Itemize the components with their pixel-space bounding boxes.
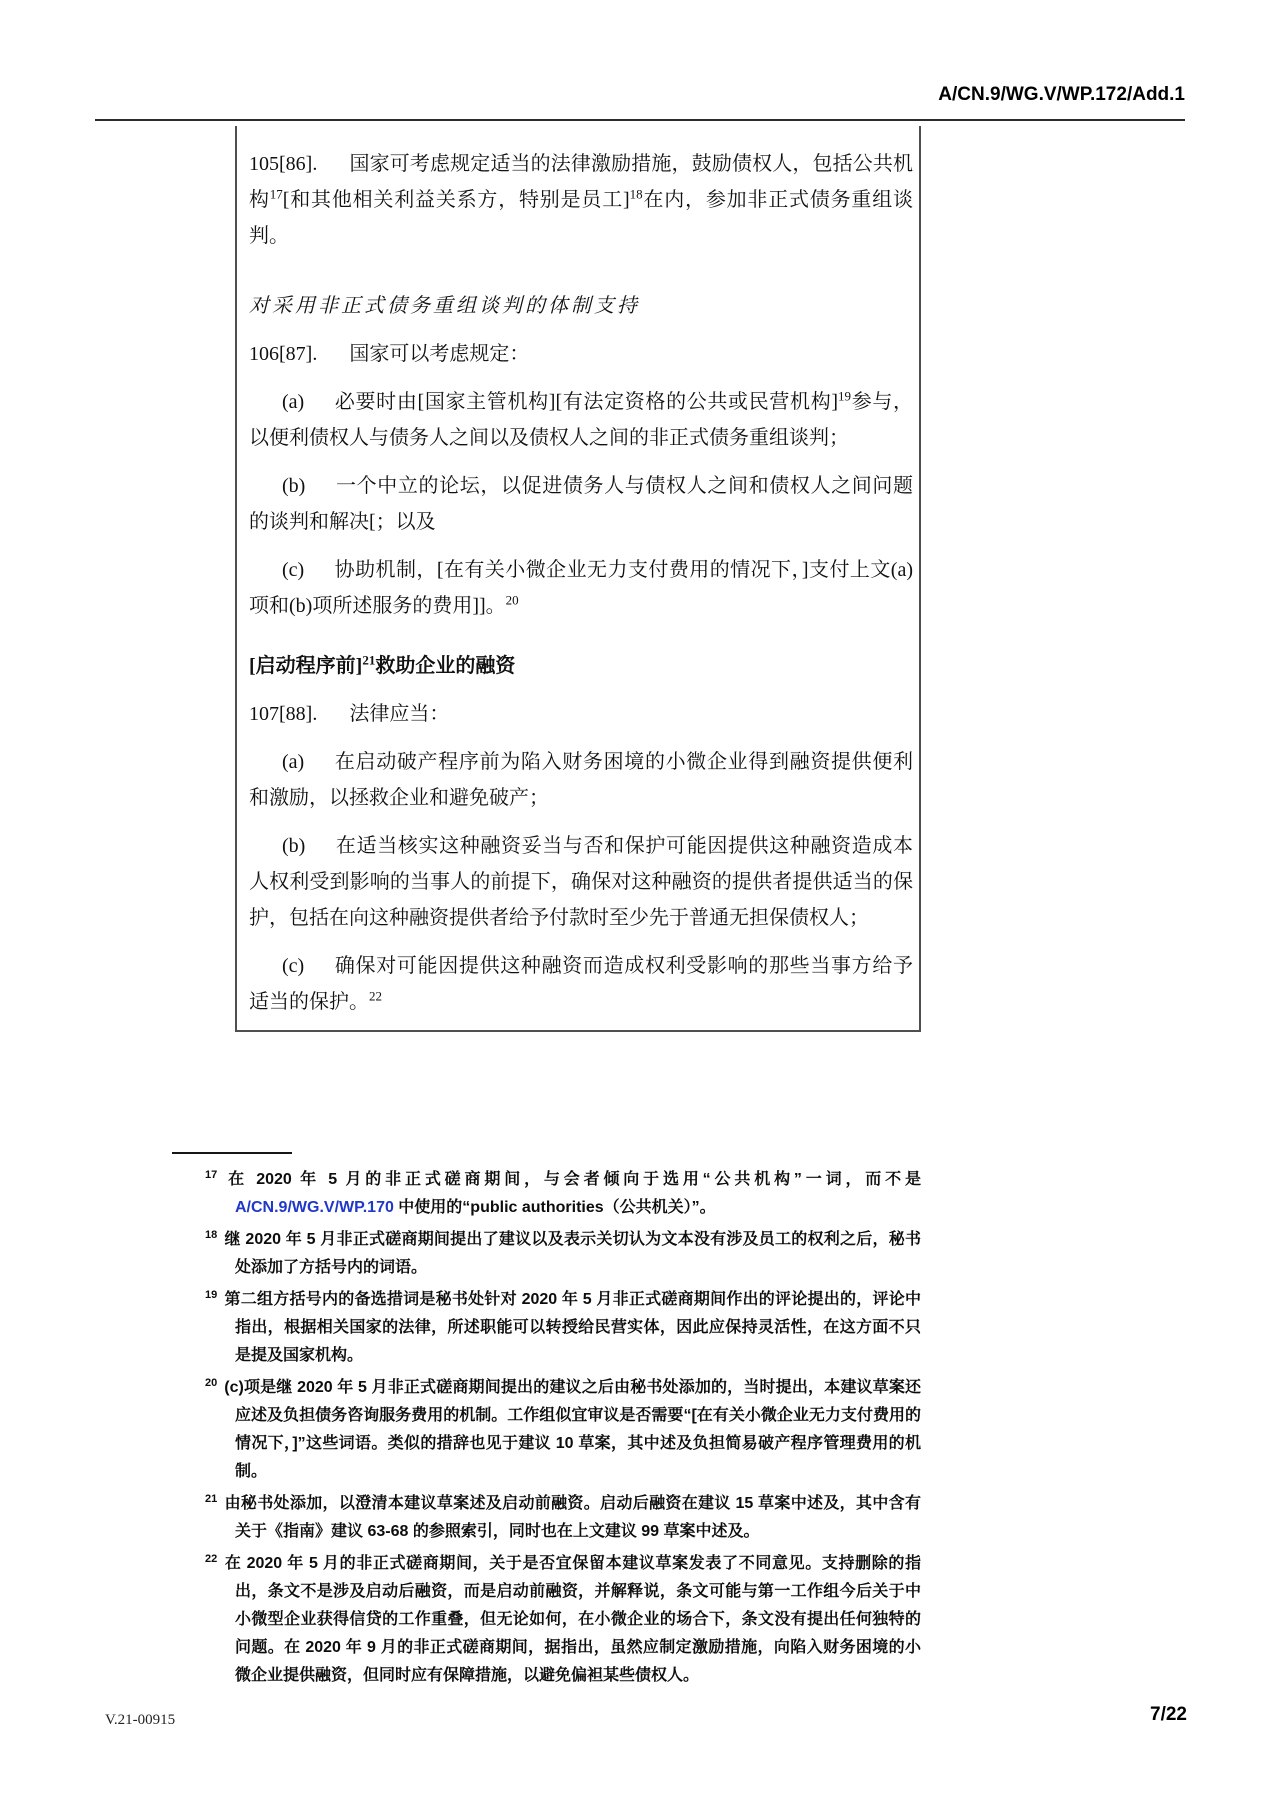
footnote-number: 18 bbox=[205, 1228, 218, 1241]
footnotes-section bbox=[205, 1166, 921, 1694]
item-106a bbox=[249, 384, 913, 456]
footnote-text: 中使用的“public authorities（公共机关）”。 bbox=[393, 1199, 716, 1216]
footnote-text: (c)项是继 2020 年 5 月非正式磋商期间提出的建议之后由秘书处添加的，当时提出，本建议草案还应述及负担债务咨询服务费用的机制。工作组似宜审议是否需要“[在有关小微企业无力支付费用的情况下，]”这些词语。类似的措辞也见于建议 10 草案，其中述及负担简易破产程序管理费用的机制。 bbox=[224, 1379, 921, 1480]
para-text: 国家可以考虑规定： bbox=[349, 343, 530, 365]
para-number: 107[88]. bbox=[249, 703, 318, 725]
item-107c bbox=[249, 948, 913, 1020]
item-label: (b) bbox=[282, 835, 306, 857]
footnote-20 bbox=[205, 1374, 921, 1486]
footnote-number: 20 bbox=[205, 1376, 218, 1389]
job-number: V.21-00915 bbox=[105, 1712, 176, 1728]
item-label: (c) bbox=[282, 955, 305, 977]
item-107a bbox=[249, 744, 913, 816]
footnote-ref-18: 18 bbox=[629, 186, 643, 202]
para-106 bbox=[249, 336, 913, 372]
para-text: 必要时由[国家主管机构][有法定资格的公共或民营机构] bbox=[334, 391, 839, 413]
item-106b bbox=[249, 468, 913, 540]
item-label: (b) bbox=[282, 475, 306, 497]
footnote-text: 继 2020 年 5 月非正式磋商期间提出了建议以及表示关切认为文本没有涉及员工的权利之后，秘书处添加了方括号内的词语。 bbox=[224, 1231, 921, 1276]
footnote-ref-19: 19 bbox=[838, 388, 852, 404]
para-105 bbox=[249, 146, 913, 254]
item-label: (a) bbox=[282, 751, 305, 773]
footnote-ref-20: 20 bbox=[505, 592, 519, 608]
footnote-text: 第二组方括号内的备选措词是秘书处针对 2020 年 5 月非正式磋商期间作出的评论提出的，评论中指出，根据相关国家的法律，所述职能可以转授给民营实体，因此应保持灵活性，在这方面不只是提及国家机构。 bbox=[224, 1291, 921, 1364]
document-link[interactable]: A/CN.9/WG.V/WP.170 bbox=[235, 1199, 394, 1216]
para-number: 106[87]. bbox=[249, 343, 318, 365]
footnote-text: 在 2020 年 5 月的非正式磋商期间，与会者倾向于选用“公共机构”一词，而不是 bbox=[224, 1171, 921, 1188]
document-symbol: A/CN.9/WG.V/WP.172/Add.1 bbox=[938, 84, 1185, 105]
header-rule bbox=[95, 119, 1185, 121]
footnote-18 bbox=[205, 1226, 921, 1282]
item-label: (c) bbox=[282, 559, 305, 581]
para-number: 105[86]. bbox=[249, 153, 318, 175]
para-text: 在启动破产程序前为陷入财务困境的小微企业得到融资提供便利和激励，以拯救企业和避免破产； bbox=[249, 751, 913, 809]
footnote-19 bbox=[205, 1286, 921, 1370]
para-text: 在适当核实这种融资妥当与否和保护可能因提供这种融资造成本人权利受到影响的当事人的前提下，确保对这种融资的提供者提供适当的保护，包括在向这种融资提供者给予付款时至少先于普通无担保债权人； bbox=[249, 835, 913, 929]
para-text: 参与，以便利债权人与债务人之间以及债权人之间的非正式债务重组谈判； bbox=[249, 391, 914, 449]
footnote-separator bbox=[172, 1152, 292, 1154]
heading-rescue-financing bbox=[249, 648, 913, 684]
heading-institutional-support: 对采用非正式债务重组谈判的体制支持 bbox=[249, 295, 640, 317]
item-label: (a) bbox=[282, 391, 305, 413]
para-107 bbox=[249, 696, 913, 732]
para-text: 确保对可能因提供这种融资而造成权利受影响的那些当事方给予适当的保护。 bbox=[249, 955, 913, 1013]
footnote-ref-22: 22 bbox=[369, 988, 382, 1004]
para-text: 在内，参加非正式债务重组谈判。 bbox=[249, 189, 914, 247]
para-text: 协助机制，[在有关小微企业无力支付费用的情况下，]支付上文(a)项和(b)项所述服务的费用]]。 bbox=[249, 559, 913, 617]
page-number: 7/22 bbox=[1150, 1704, 1187, 1725]
para-text: 法律应当： bbox=[349, 703, 450, 725]
footnote-17 bbox=[205, 1166, 921, 1222]
footnote-number: 19 bbox=[205, 1288, 218, 1301]
recommendations-box bbox=[235, 126, 921, 1032]
footnote-number: 17 bbox=[205, 1168, 218, 1181]
heading-text: [启动程序前] bbox=[249, 655, 363, 677]
item-107b bbox=[249, 828, 913, 936]
footnote-text: 在 2020 年 5 月的非正式磋商期间，关于是否宜保留本建议草案发表了不同意见。支持删除的指出，条文不是涉及启动后融资，而是启动前融资，并解释说，条文可能与第一工作组今后关于中小微型企业获得信贷的工作重叠，但无论如何，在小微企业的场合下，条文没有提出任何独特的问题。在 2020 年 9 月的非正式磋商期间，据指出，虽然应制定激励措施，向陷入财务困境的小微企业提供融资，但同时应有保障措施，以避免偏袒某些债权人。 bbox=[224, 1555, 921, 1684]
item-106c bbox=[249, 552, 913, 624]
footnote-text: 由秘书处添加，以澄清本建议草案述及启动前融资。启动后融资在建议 15 草案中述及，其中含有关于《指南》建议 63-68 的参照索引，同时也在上文建议 99 草案中述及。 bbox=[224, 1495, 921, 1540]
footnote-ref-17: 17 bbox=[269, 186, 283, 202]
footnote-21 bbox=[205, 1490, 921, 1546]
footnote-number: 21 bbox=[205, 1492, 218, 1505]
para-text: 一个中立的论坛，以促进债务人与债权人之间和债权人之间问题的谈判和解决[；以及 bbox=[249, 475, 913, 533]
para-text: 国家可考虑规定适当的法律激励措施，鼓励债权人，包括公共机构 bbox=[249, 153, 913, 211]
heading-text: 救助企业的融资 bbox=[375, 655, 516, 677]
footnote-22 bbox=[205, 1550, 921, 1690]
footnote-ref-21: 21 bbox=[362, 652, 376, 668]
para-text: [和其他相关利益关系方，特别是员工] bbox=[282, 189, 630, 211]
footnote-number: 22 bbox=[205, 1552, 218, 1565]
